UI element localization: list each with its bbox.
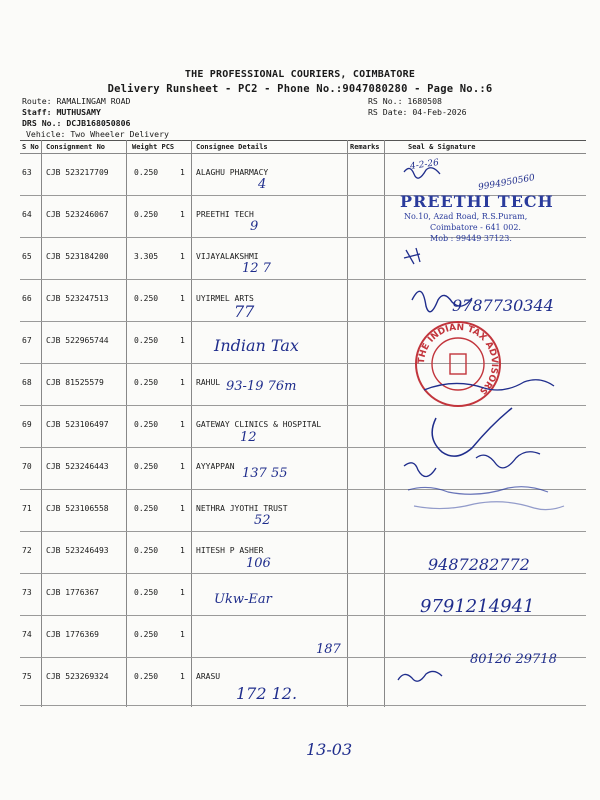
table-row xyxy=(20,448,586,490)
row-divider xyxy=(20,705,586,706)
row-weight: 3.305 xyxy=(134,252,159,261)
col-weight-pcs: Weight PCS xyxy=(132,143,175,151)
row-sno: 63 xyxy=(22,168,32,177)
row-consignment: CJB 523246443 xyxy=(46,462,109,471)
row-consignee: ARASU xyxy=(196,672,221,681)
row-pcs: 1 xyxy=(180,336,185,345)
row-consignment: CJB 523106497 xyxy=(46,420,109,429)
row-pcs: 1 xyxy=(180,588,185,597)
row-consignee: RAHUL xyxy=(196,378,221,387)
row-consignee: PREETHI TECH xyxy=(196,210,254,219)
row-weight: 0.250 xyxy=(134,378,159,387)
row-weight: 0.250 xyxy=(134,294,159,303)
row-sno: 73 xyxy=(22,588,32,597)
table-row xyxy=(20,490,586,532)
handwritten-phone: 80126 29718 xyxy=(470,652,557,667)
row-consignment: CJB 81525579 xyxy=(46,378,104,387)
row-weight: 0.250 xyxy=(134,588,159,597)
row-sno: 67 xyxy=(22,336,32,345)
row-sno: 71 xyxy=(22,504,32,513)
table-row xyxy=(20,154,586,196)
row-consignment: CJB 523106558 xyxy=(46,504,109,513)
table-top-line xyxy=(20,140,586,141)
rs-date: RS Date: 04-Feb-2026 xyxy=(368,107,467,117)
handwritten-date: 4-2-26 xyxy=(409,158,440,172)
seal-text: THE INDIAN TAX ADVISORS xyxy=(416,322,500,396)
col-sno: S No xyxy=(22,143,39,151)
row-consignee: NETHRA JYOTHI TRUST xyxy=(196,504,288,513)
route-line: Route: RAMALINGAM ROAD xyxy=(22,96,131,106)
handwritten-note: 137 55 xyxy=(242,466,288,481)
stamp-address-1: No.10, Azad Road, R.S.Puram, xyxy=(404,212,528,221)
row-consignment: CJB 523217709 xyxy=(46,168,109,177)
row-weight: 0.250 xyxy=(134,504,159,513)
stamp-name: PREETHI TECH xyxy=(400,192,554,211)
row-consignee: ALAGHU PHARMACY xyxy=(196,168,269,177)
row-sno: 66 xyxy=(22,294,32,303)
row-sno: 68 xyxy=(22,378,32,387)
row-pcs: 1 xyxy=(180,546,185,555)
handwritten-note: 106 xyxy=(246,556,271,571)
row-pcs: 1 xyxy=(180,504,185,513)
handwritten-note: Indian Tax xyxy=(214,336,299,355)
handwritten-phone: 9787730344 xyxy=(452,296,554,315)
handwritten-note: Ukw-Ear xyxy=(214,592,272,607)
row-sno: 72 xyxy=(22,546,32,555)
row-pcs: 1 xyxy=(180,168,185,177)
vehicle-line: Vehicle: Two Wheeler Delivery xyxy=(26,129,169,139)
handwritten-note: 12 7 xyxy=(242,261,271,276)
stamp-mobile: Mob : 99449 37123. xyxy=(430,234,512,243)
handwritten-phone: 9994950560 xyxy=(477,173,536,193)
rs-no: RS No.: 1680508 xyxy=(368,96,442,106)
stamp-address-2: Coimbatore - 641 002. xyxy=(430,223,521,232)
row-sno: 70 xyxy=(22,462,32,471)
row-consignee: VIJAYALAKSHMI xyxy=(196,252,259,261)
handwritten-note: 93-19 76m xyxy=(226,379,297,394)
row-weight: 0.250 xyxy=(134,168,159,177)
preethi-tech-stamp xyxy=(400,193,580,244)
row-weight: 0.250 xyxy=(134,462,159,471)
row-consignment: CJB 1776369 xyxy=(46,630,99,639)
handwritten-note: 77 xyxy=(234,302,255,321)
row-sno: 64 xyxy=(22,210,32,219)
handwritten-note: 9 xyxy=(250,219,259,234)
handwritten-phone: 9487282772 xyxy=(428,555,530,574)
table-row xyxy=(20,406,586,448)
row-pcs: 1 xyxy=(180,630,185,639)
col-remarks: Remarks xyxy=(350,143,380,151)
table-row xyxy=(20,238,586,280)
row-consignment: CJB 523247513 xyxy=(46,294,109,303)
row-pcs: 1 xyxy=(180,420,185,429)
staff-line: Staff: MUTHUSAMY xyxy=(22,107,101,117)
row-weight: 0.250 xyxy=(134,546,159,555)
table-row xyxy=(20,364,586,406)
row-weight: 0.250 xyxy=(134,420,159,429)
runsheet-title: Delivery Runsheet - PC2 - Phone No.:9047080280 - Page No.:6 xyxy=(107,83,493,95)
row-weight: 0.250 xyxy=(134,672,159,681)
drs-line: DRS No.: DCJB168050806 xyxy=(22,118,131,128)
row-consignment: CJB 523246067 xyxy=(46,210,109,219)
company-title: THE PROFESSIONAL COURIERS, COIMBATORE xyxy=(184,69,416,80)
handwritten-note: 187 xyxy=(316,642,341,657)
handwritten-note: 12 xyxy=(240,430,257,445)
row-sno: 65 xyxy=(22,252,32,261)
table-row xyxy=(20,322,586,364)
row-pcs: 1 xyxy=(180,294,185,303)
col-consignment: Consignment No xyxy=(46,143,106,151)
rs-info xyxy=(368,96,467,118)
row-weight: 0.250 xyxy=(134,630,159,639)
row-consignee: HITESH P ASHER xyxy=(196,546,264,555)
handwritten-note: 172 12. xyxy=(236,684,298,703)
handwritten-note: 52 xyxy=(254,513,271,528)
handwritten-phone: 9791214941 xyxy=(420,596,535,617)
row-consignment: CJB 1776367 xyxy=(46,588,99,597)
route-info xyxy=(22,96,169,140)
col-seal: Seal & Signature xyxy=(408,143,476,151)
row-pcs: 1 xyxy=(180,672,185,681)
row-sno: 74 xyxy=(22,630,32,639)
handwritten-note: 4 xyxy=(258,177,267,192)
row-consignee: UYIRMEL ARTS xyxy=(196,294,254,303)
row-sno: 75 xyxy=(22,672,32,681)
row-consignee: AYYAPPAN xyxy=(196,462,235,471)
row-sno: 69 xyxy=(22,420,32,429)
row-consignment: CJB 523269324 xyxy=(46,672,109,681)
row-consignment: CJB 523184200 xyxy=(46,252,109,261)
col-consignee: Consignee Details xyxy=(196,143,268,151)
row-consignment: CJB 523246493 xyxy=(46,546,109,555)
row-pcs: 1 xyxy=(180,252,185,261)
row-consignee: GATEWAY CLINICS & HOSPITAL xyxy=(196,420,322,429)
handwritten-bottom-note: 13-03 xyxy=(306,740,353,759)
row-pcs: 1 xyxy=(180,210,185,219)
row-weight: 0.250 xyxy=(134,336,159,345)
row-pcs: 1 xyxy=(180,378,185,387)
row-consignment: CJB 522965744 xyxy=(46,336,109,345)
row-weight: 0.250 xyxy=(134,210,159,219)
row-pcs: 1 xyxy=(180,462,185,471)
